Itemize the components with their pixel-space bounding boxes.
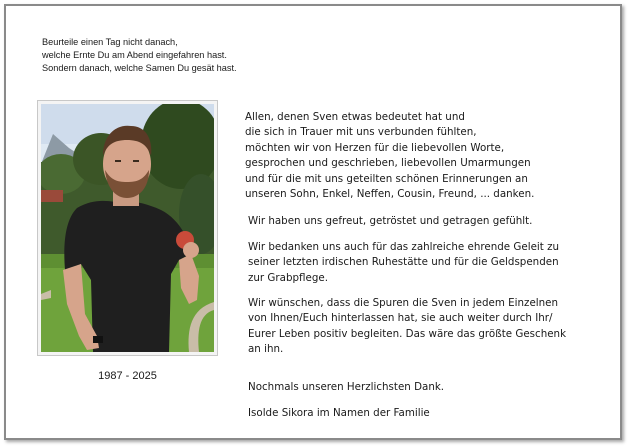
life-years: 1987 - 2025: [98, 370, 157, 382]
message-paragraph-4: [248, 296, 566, 358]
message-paragraph-2: [248, 214, 532, 229]
message-line: unseren Sohn, Enkel, Neffen, Cousin, Freund, ... danken.: [245, 188, 535, 201]
signature: Isolde Sikora im Namen der Familie: [248, 407, 430, 419]
quote-line: Beurteile einen Tag nicht danach,: [42, 37, 178, 47]
message-line: möchten wir von Herzen für die liebevollen Worte,: [245, 141, 505, 154]
message-line: Allen, denen Sven etwas bedeutet hat und: [245, 111, 465, 123]
message-line: Wir wünschen, dass die Spuren die Sven in jedem Einzelnen: [248, 297, 559, 309]
message-line: Eurer Leben positiv begleiten. Das wäre das größte Geschenk: [248, 327, 567, 340]
portrait-photo-frame: [37, 100, 218, 356]
closing-thanks: Nochmals unseren Herzlichsten Dank.: [248, 381, 445, 393]
opening-quote: [42, 36, 237, 76]
thank-you-card: [4, 4, 622, 440]
message-line: zur Grabpflege.: [248, 271, 328, 284]
quote-line: Sondern danach, welche Samen Du gesät hast.: [42, 63, 237, 74]
message-line: die sich in Trauer mit uns verbunden fühlten,: [245, 126, 477, 139]
message-line: seiner letzten irdischen Ruhestätte und für die Geldspenden: [248, 256, 559, 269]
message-paragraph-3: [248, 240, 559, 286]
message-line: an ihn.: [248, 343, 284, 356]
message-paragraph-1: [245, 110, 534, 202]
quote-line: welche Ernte Du am Abend eingefahren hast.: [42, 50, 227, 61]
portrait-photo: [41, 104, 214, 352]
message-line: von Ihnen/Euch hinterlassen hat, sie auch weiter durch Ihr/: [248, 312, 553, 325]
message-line: Wir haben uns gefreut, getröstet und getragen gefühlt.: [248, 215, 533, 227]
message-line: und für die mit uns geteilten schönen Erinnerungen an: [245, 172, 528, 185]
message-line: Wir bedanken uns auch für das zahlreiche ehrende Geleit zu: [248, 241, 560, 253]
message-line: gesprochen und geschrieben, liebevollen Umarmungen: [245, 157, 531, 170]
